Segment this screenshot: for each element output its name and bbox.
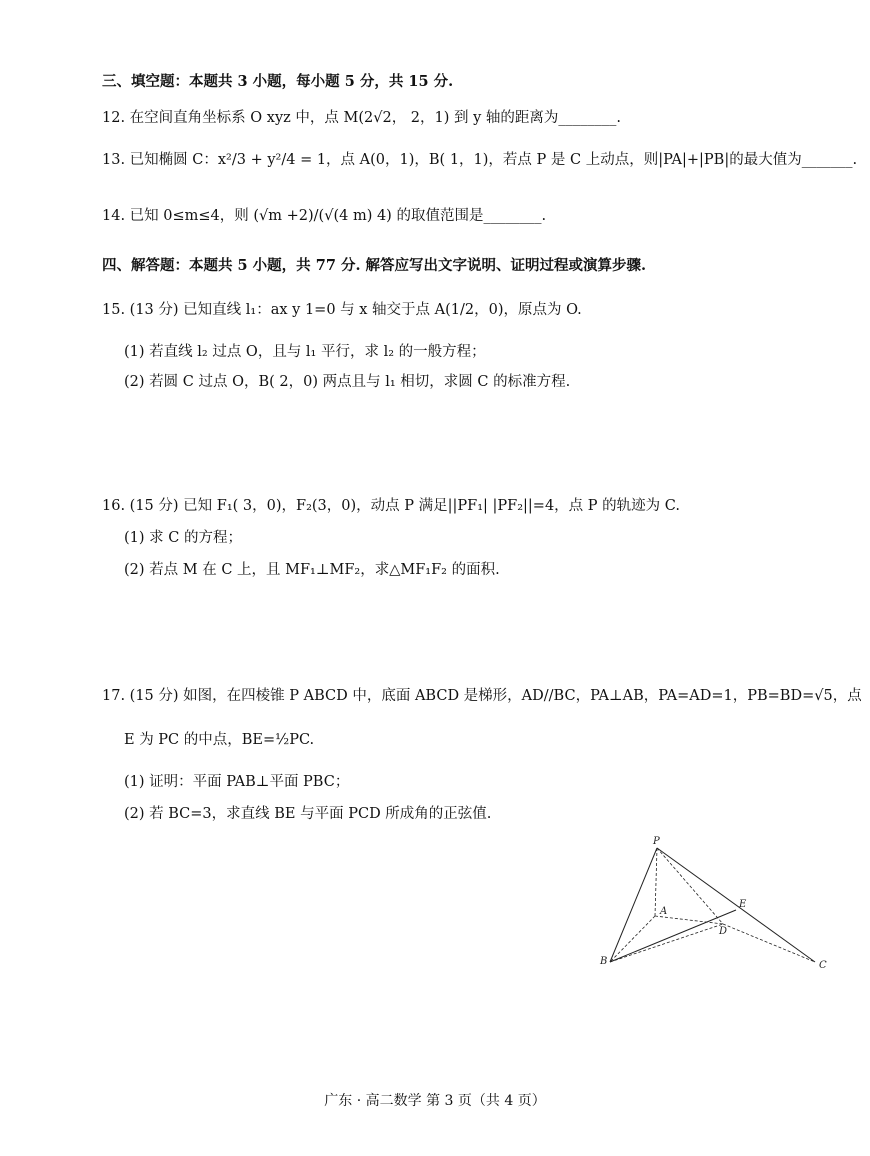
question-15-stem: 15. (13 分) 已知直线 l₁：ax y 1=0 与 x 轴交于点 A(1/2，0)，原点为 O. bbox=[102, 302, 582, 318]
label-D: D bbox=[719, 926, 728, 937]
question-17-part-1: (1) 证明：平面 PAB⊥平面 PBC； bbox=[124, 774, 350, 790]
question-16-part-1: (1) 求 C 的方程； bbox=[124, 530, 242, 546]
question-12: 12. 在空间直角坐标系 O xyz 中，点 M(2√2， 2，1) 到 y 轴的距离为________. bbox=[102, 110, 622, 126]
question-17-stem-cont: E 为 PC 的中点，BE=½PC. bbox=[124, 732, 315, 748]
edge-DC bbox=[723, 924, 815, 962]
label-P: P bbox=[653, 836, 660, 847]
question-13: 13. 已知椭圆 C：x²/3 + y²/4 = 1，点 A(0，1)，B( 1，1)，若点 P 是 C 上动点，则|PA|+|PB|的最大值为_______. bbox=[102, 152, 858, 168]
edge-PC bbox=[657, 848, 815, 962]
label-E: E bbox=[739, 899, 747, 910]
question-14: 14. 已知 0≤m≤4，则 (√m +2)/(√(4 m) 4) 的取值范围是________. bbox=[102, 208, 547, 224]
edge-PA bbox=[655, 848, 657, 916]
edge-PB bbox=[610, 848, 657, 962]
pyramid-figure bbox=[590, 828, 840, 978]
question-15-part-1: (1) 若直线 l₂ 过点 O，且与 l₁ 平行，求 l₂ 的一般方程； bbox=[124, 344, 486, 360]
question-17-stem: 17. (15 分) 如图，在四棱锥 P ABCD 中，底面 ABCD 是梯形，AD//BC，PA⊥AB，PA=AD=1，PB=BD=√5，点 bbox=[102, 688, 862, 704]
label-B: B bbox=[600, 956, 608, 967]
page-footer: 广东 · 高二数学 第 3 页（共 4 页） bbox=[324, 1093, 546, 1109]
answer-section-header: 四、解答题：本题共 5 小题，共 77 分. 解答应写出文字说明、证明过程或演算步骤. bbox=[102, 257, 647, 274]
edge-AB bbox=[610, 916, 655, 962]
fill-section-header: 三、填空题：本题共 3 小题，每小题 5 分，共 15 分. bbox=[102, 73, 454, 90]
label-A: A bbox=[660, 906, 668, 917]
question-15-part-2: (2) 若圆 C 过点 O，B( 2，0) 两点且与 l₁ 相切，求圆 C 的标准方程. bbox=[124, 374, 571, 390]
question-17-part-2: (2) 若 BC=3，求直线 BE 与平面 PCD 所成角的正弦值. bbox=[124, 806, 492, 822]
question-16-stem: 16. (15 分) 已知 F₁( 3，0)，F₂(3，0)，动点 P 满足||PF₁| |PF₂||=4，点 P 的轨迹为 C. bbox=[102, 498, 680, 514]
label-C: C bbox=[819, 960, 827, 971]
edge-BD bbox=[610, 924, 723, 962]
question-16-part-2: (2) 若点 M 在 C 上，且 MF₁⊥MF₂，求△MF₁F₂ 的面积. bbox=[124, 562, 500, 578]
